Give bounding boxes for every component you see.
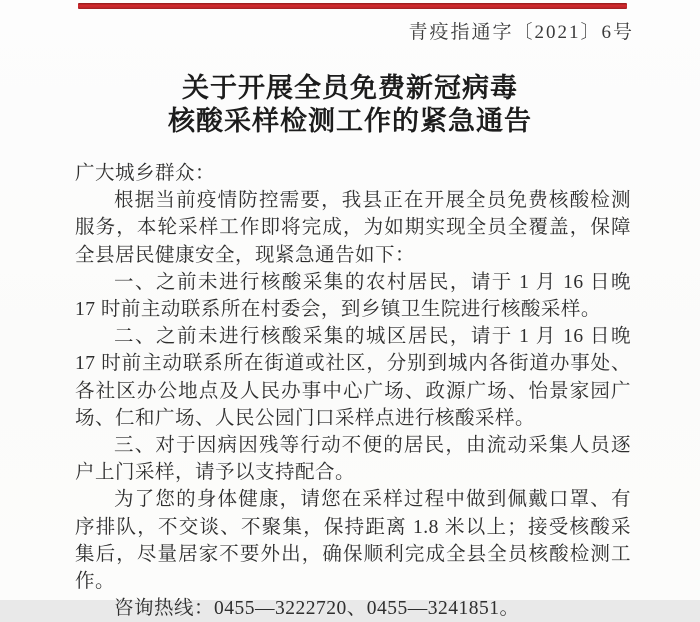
document-title-line-1: 关于开展全员免费新冠病毒 <box>182 73 518 103</box>
salutation: 广大城乡群众： <box>75 163 216 184</box>
paragraph-item-2: 二、之前未进行核酸采集的城区居民，请于 1 月 16 日晚 17 时前主动联系所在街道或社区，分别到城内各街道办事处、各社区办公地点及人民办事中心广场、政源广场、怡景家园广场、仁和广场、人民公园门口采样点进行核酸采样。 <box>75 326 631 429</box>
document-title <box>0 72 700 138</box>
paragraph-health-advice: 为了您的身体健康，请您在采样过程中做到佩戴口罩、有序排队，不交谈、不聚集，保持距离 1.8 米以上；接受核酸采集后，尽量居家不要外出，确保顺利完成全县全员核酸检测工作。 <box>75 489 631 593</box>
document-body <box>75 160 631 622</box>
doc-number: 青疫指通字〔2021〕6号 <box>408 22 634 43</box>
document-title-line-2: 核酸采样检测工作的紧急通告 <box>168 106 532 136</box>
header-red-rule <box>78 3 627 9</box>
paragraph-item-1: 一、之前未进行核酸采集的农村居民，请于 1 月 16 日晚 17 时前主动联系所在村委会，到乡镇卫生院进行核酸采样。 <box>75 271 631 321</box>
paragraph-item-3: 三、对于因病因残等行动不便的居民，由流动采集人员逐户上门采样，请予以支持配合。 <box>75 435 631 484</box>
paragraph-intro: 根据当前疫情防控需要，我县正在开展全员免费核酸检测服务，本轮采样工作即将完成，为如期实现全员全覆盖，保障全县居民健康安全，现紧急通告如下： <box>75 190 631 266</box>
paragraph-hotline: 咨询热线：0455—3222720、0455—3241851。 <box>114 598 520 620</box>
